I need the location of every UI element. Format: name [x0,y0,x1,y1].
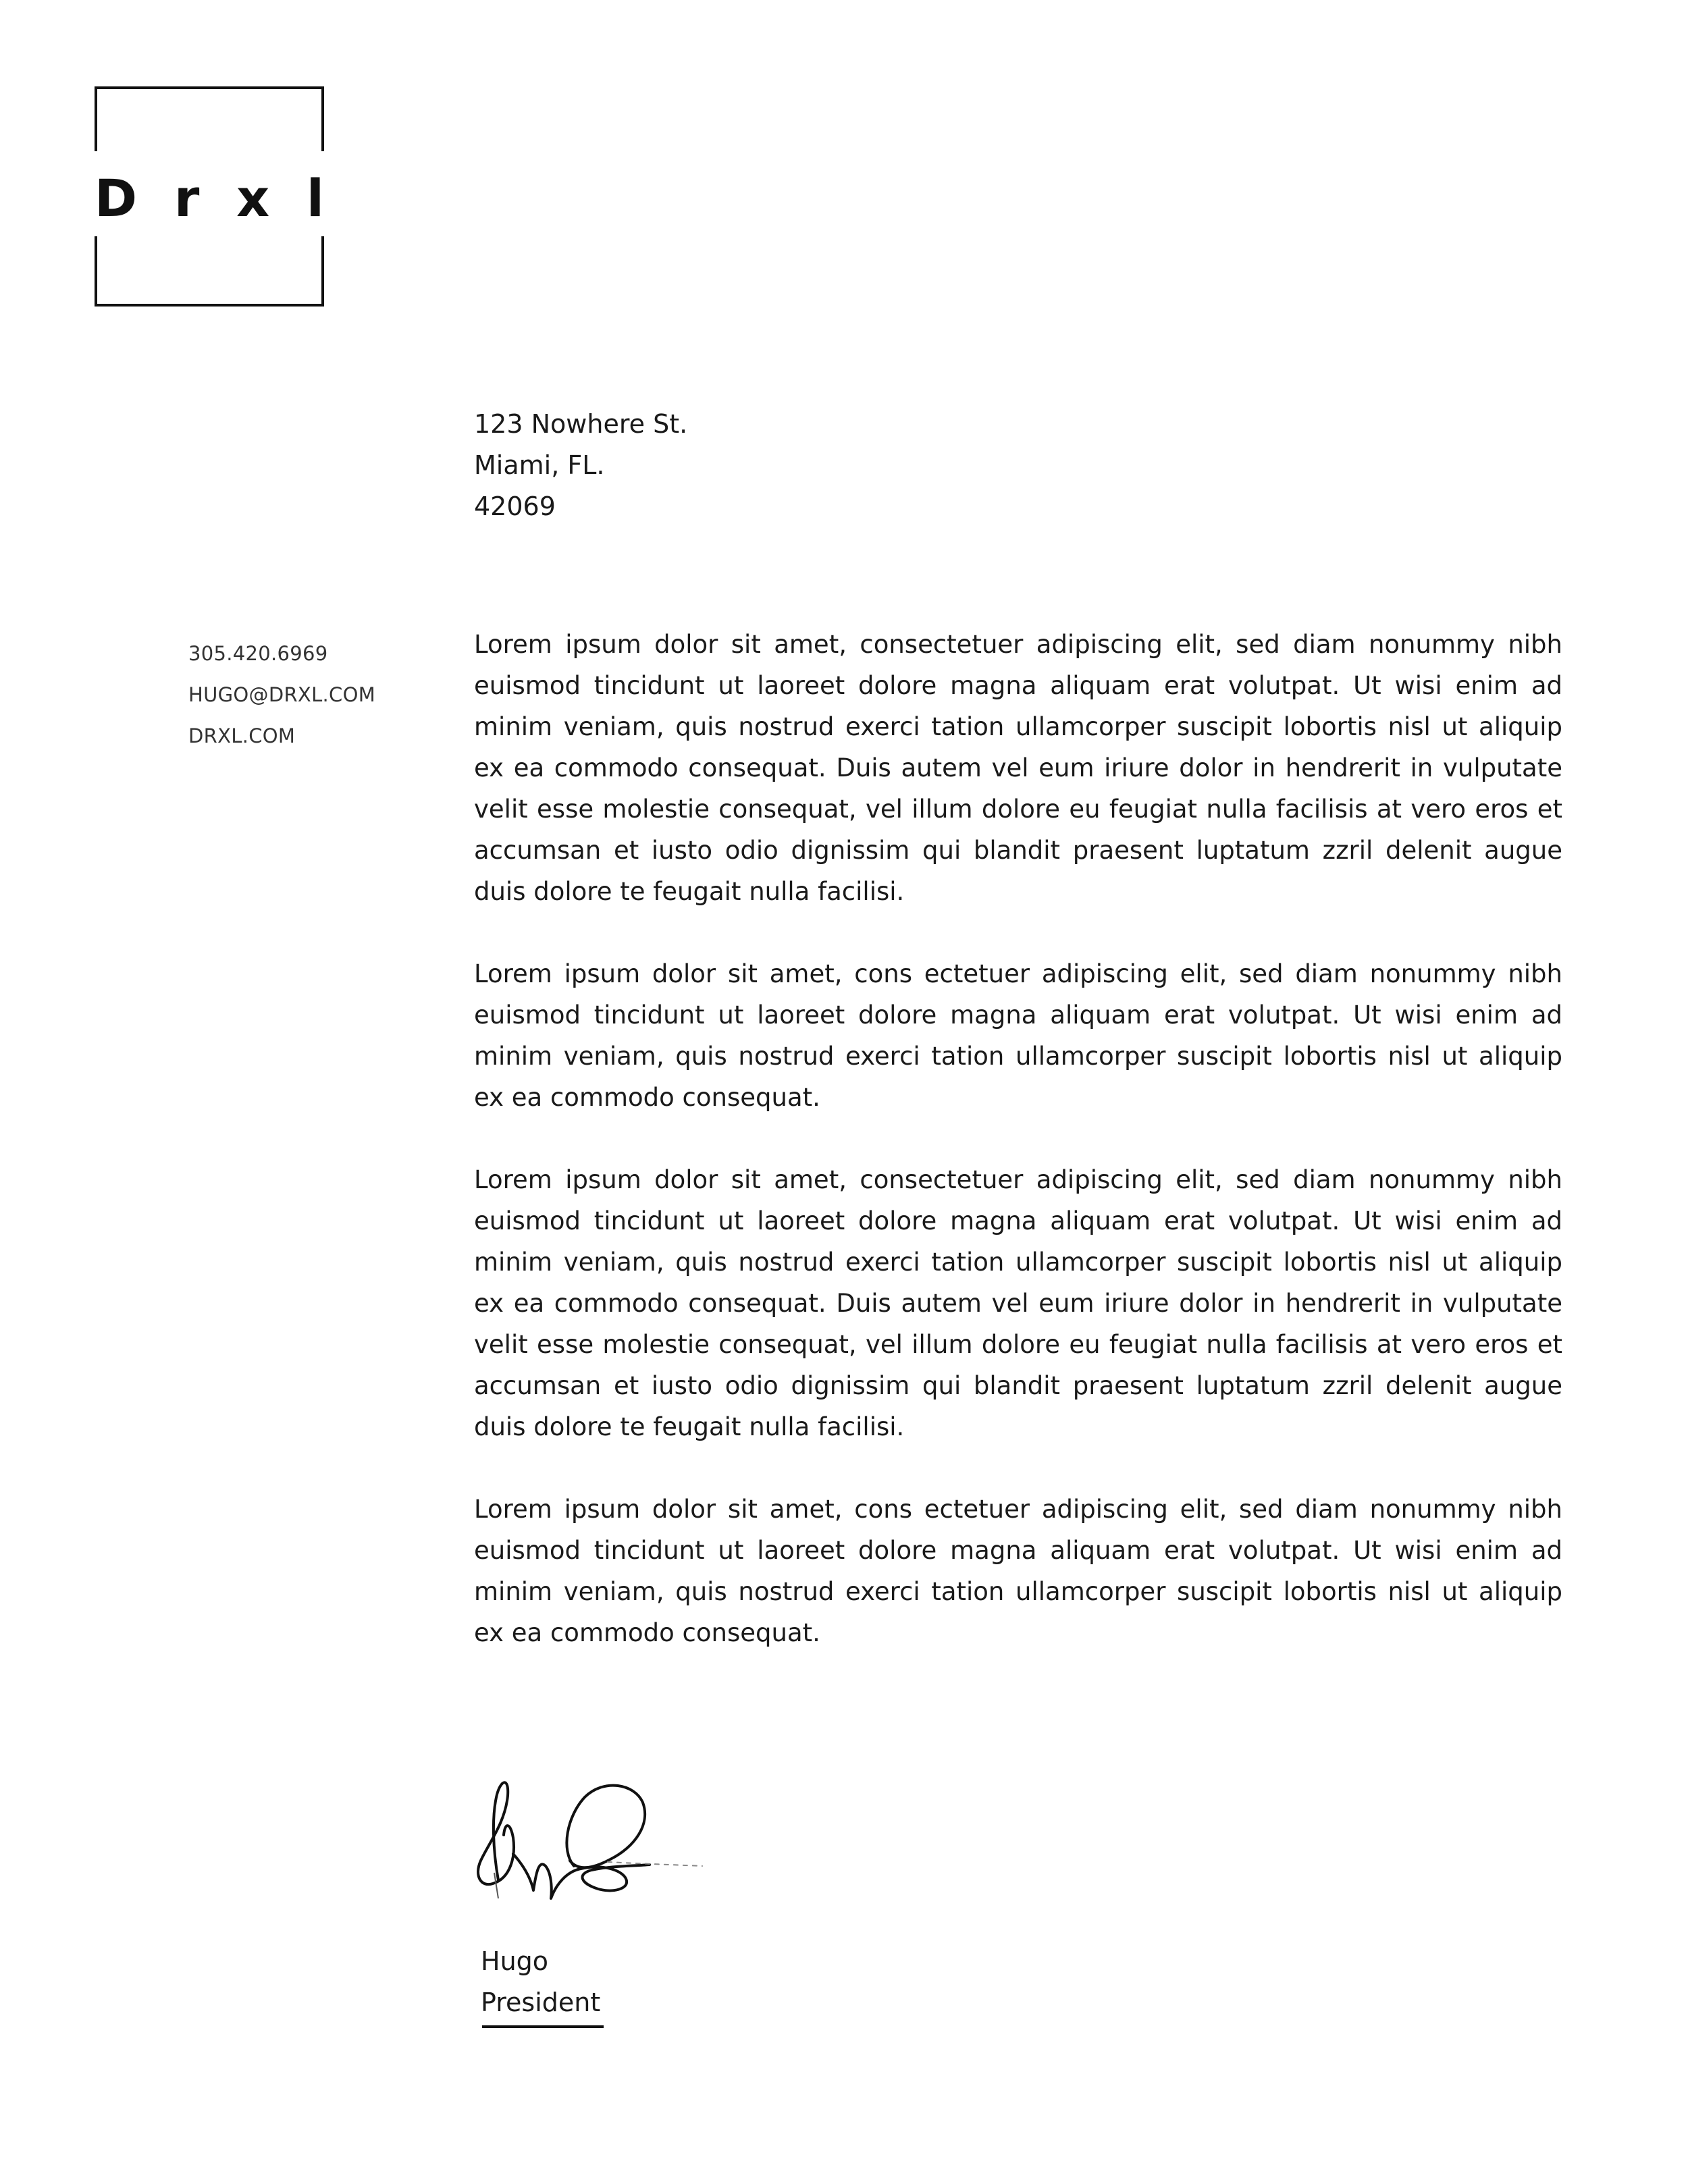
signer-underline [482,2025,604,2028]
contact-phone: 305.420.6969 [188,642,328,665]
company-logo [95,86,324,307]
signer-name: Hugo [481,1946,549,1976]
address-block [474,404,687,527]
logo-letter-x: x [236,168,270,228]
logo-letter-r: r [174,168,200,228]
contact-block [188,633,375,757]
body-paragraph: Lorem ipsum dolor sit amet, cons ectetuer adipiscing elit, sed diam nonummy nibh euismod tincidunt ut laoreet dolore magna aliquam erat volutpat. Ut wisi enim ad minim veniam, quis nostrud exerci tation ullamcorper suscipit lobortis nisl ut aliquip ex ea commodo consequat. [474,959,1562,1112]
signature-image [466,1722,763,1904]
address-street: 123 Nowhere St. [474,409,688,439]
signer-title: President [481,1988,601,2017]
address-zip: 42069 [474,491,556,521]
logo-wordmark [95,166,324,231]
letter-body [474,624,1562,1695]
body-paragraph: Lorem ipsum dolor sit amet, cons ectetuer adipiscing elit, sed diam nonummy nibh euismod tincidunt ut laoreet dolore magna aliquam erat volutpat. Ut wisi enim ad minim veniam, quis nostrud exerci tation ullamcorper suscipit lobortis nisl ut aliquip ex ea commodo consequat. [474,1495,1562,1647]
body-paragraph: Lorem ipsum dolor sit amet, consectetuer adipiscing elit, sed diam nonummy nibh euismod tincidunt ut laoreet dolore magna aliquam erat volutpat. Ut wisi enim ad minim veniam, quis nostrud exerci tation ullamcorper suscipit lobortis nisl ut aliquip ex ea commodo consequat. Duis autem vel eum iriure dolor in hendrerit in vulputate velit esse molestie consequat, vel illum dolore eu feugiat nulla facilisis at vero eros et accumsan et iusto odio dignissim qui blandit praesent luptatum zzril delenit augue duis dolore te feugait nulla facilisi. [474,1165,1562,1441]
contact-email: HUGO@DRXL.COM [188,683,376,706]
logo-letter-l: l [306,168,324,228]
logo-letter-d: D [95,168,138,228]
contact-website: DRXL.COM [188,724,296,747]
signer-block [481,1941,600,2023]
body-paragraph: Lorem ipsum dolor sit amet, consectetuer adipiscing elit, sed diam nonummy nibh euismod tincidunt ut laoreet dolore magna aliquam erat volutpat. Ut wisi enim ad minim veniam, quis nostrud exerci tation ullamcorper suscipit lobortis nisl ut aliquip ex ea commodo consequat. Duis autem vel eum iriure dolor in hendrerit in vulputate velit esse molestie consequat, vel illum dolore eu feugiat nulla facilisis at vero eros et accumsan et iusto odio dignissim qui blandit praesent luptatum zzril delenit augue duis dolore te feugait nulla facilisi. [474,630,1562,906]
address-city: Miami, FL. [474,450,605,480]
